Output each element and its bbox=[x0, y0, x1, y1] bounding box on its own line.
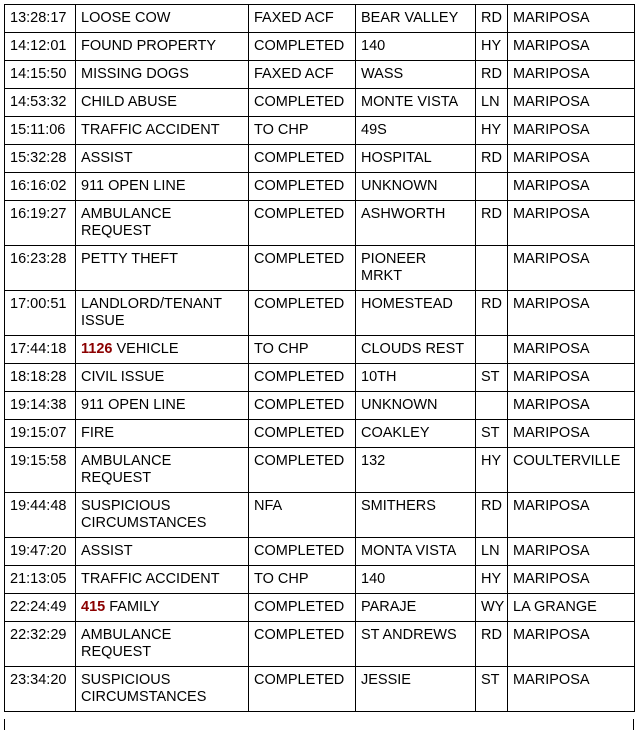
cell-time bbox=[5, 420, 76, 448]
table-row bbox=[5, 145, 635, 173]
cell-result bbox=[249, 667, 356, 712]
table-row bbox=[5, 566, 635, 594]
nature-text: TRAFFIC ACCIDENT bbox=[81, 122, 220, 138]
cell-street bbox=[356, 201, 476, 246]
city-text: MARIPOSA bbox=[513, 369, 590, 385]
nature-text: ASSIST bbox=[81, 150, 133, 166]
cell-result bbox=[249, 61, 356, 89]
street-text: HOMESTEAD bbox=[361, 296, 453, 312]
cell-time bbox=[5, 89, 76, 117]
cell-city bbox=[508, 89, 635, 117]
cell-suffix bbox=[476, 61, 508, 89]
cell-result bbox=[249, 201, 356, 246]
city-text: MARIPOSA bbox=[513, 66, 590, 82]
result-text: COMPLETED bbox=[254, 206, 345, 222]
cell-result bbox=[249, 246, 356, 291]
nature-text: SUSPICIOUS CIRCUMSTANCES bbox=[81, 672, 207, 705]
cell-suffix bbox=[476, 117, 508, 145]
cell-suffix bbox=[476, 420, 508, 448]
cell-result bbox=[249, 566, 356, 594]
incident-code: 1126 bbox=[81, 341, 113, 357]
cell-city bbox=[508, 622, 635, 667]
cell-result bbox=[249, 336, 356, 364]
incident-nature-text: VEHICLE bbox=[112, 341, 179, 357]
cell-nature bbox=[76, 448, 249, 493]
time-text: 23:34:20 bbox=[10, 672, 67, 688]
city-text: MARIPOSA bbox=[513, 571, 590, 587]
cell-time bbox=[5, 5, 76, 33]
street-text: CLOUDS REST bbox=[361, 341, 465, 357]
cell-street bbox=[356, 33, 476, 61]
cell-result bbox=[249, 493, 356, 538]
table-row bbox=[5, 667, 635, 712]
suffix-text: ST bbox=[481, 425, 500, 441]
cell-street bbox=[356, 594, 476, 622]
cell-street bbox=[356, 538, 476, 566]
street-text: COAKLEY bbox=[361, 425, 430, 441]
result-text: COMPLETED bbox=[254, 251, 345, 267]
cell-city bbox=[508, 448, 635, 493]
cell-city bbox=[508, 594, 635, 622]
nature-text: FOUND PROPERTY bbox=[81, 38, 217, 54]
cell-city bbox=[508, 667, 635, 712]
suffix-text: HY bbox=[481, 571, 502, 587]
cell-time bbox=[5, 201, 76, 246]
city-text: MARIPOSA bbox=[513, 627, 590, 643]
street-text: PIONEER MRKT bbox=[361, 251, 427, 284]
result-text: TO CHP bbox=[254, 122, 309, 138]
cell-result bbox=[249, 538, 356, 566]
city-text: COULTERVILLE bbox=[513, 453, 621, 469]
cell-time bbox=[5, 246, 76, 291]
city-text: LA GRANGE bbox=[513, 599, 597, 615]
suffix-text: HY bbox=[481, 453, 502, 469]
cell-time bbox=[5, 33, 76, 61]
table-row bbox=[5, 117, 635, 145]
cell-city bbox=[508, 364, 635, 392]
cell-time bbox=[5, 667, 76, 712]
street-text: MONTA VISTA bbox=[361, 543, 457, 559]
time-text: 19:15:58 bbox=[10, 453, 67, 469]
cell-street bbox=[356, 145, 476, 173]
city-text: MARIPOSA bbox=[513, 397, 590, 413]
cell-nature bbox=[76, 201, 249, 246]
street-text: ASHWORTH bbox=[361, 206, 446, 222]
cell-nature bbox=[76, 493, 249, 538]
city-text: MARIPOSA bbox=[513, 122, 590, 138]
cell-result bbox=[249, 364, 356, 392]
cell-suffix bbox=[476, 667, 508, 712]
cell-street bbox=[356, 89, 476, 117]
city-text: MARIPOSA bbox=[513, 425, 590, 441]
cell-suffix bbox=[476, 566, 508, 594]
cell-street bbox=[356, 291, 476, 336]
cell-city bbox=[508, 33, 635, 61]
city-text: MARIPOSA bbox=[513, 206, 590, 222]
suffix-text: RD bbox=[481, 10, 502, 26]
table-row bbox=[5, 392, 635, 420]
time-text: 16:16:02 bbox=[10, 178, 67, 194]
nature-text: CIVIL ISSUE bbox=[81, 369, 165, 385]
time-text: 19:47:20 bbox=[10, 543, 67, 559]
cell-nature bbox=[76, 33, 249, 61]
time-text: 14:53:32 bbox=[10, 94, 67, 110]
table-row bbox=[5, 538, 635, 566]
nature-text: CHILD ABUSE bbox=[81, 94, 177, 110]
cell-suffix bbox=[476, 246, 508, 291]
cell-city bbox=[508, 145, 635, 173]
cell-nature bbox=[76, 336, 249, 364]
cell-nature bbox=[76, 145, 249, 173]
table-row bbox=[5, 61, 635, 89]
cell-street bbox=[356, 493, 476, 538]
result-text: COMPLETED bbox=[254, 672, 345, 688]
nature-text: AMBULANCE REQUEST bbox=[81, 453, 172, 486]
result-text: FAXED ACF bbox=[254, 10, 334, 26]
table-row bbox=[5, 5, 635, 33]
cell-street bbox=[356, 117, 476, 145]
cell-suffix bbox=[476, 364, 508, 392]
result-text: COMPLETED bbox=[254, 543, 345, 559]
street-text: ST ANDREWS bbox=[361, 627, 457, 643]
city-text: MARIPOSA bbox=[513, 251, 590, 267]
cell-nature bbox=[76, 246, 249, 291]
nature-text: 911 OPEN LINE bbox=[81, 178, 186, 194]
city-text: MARIPOSA bbox=[513, 296, 590, 312]
nature-text: PETTY THEFT bbox=[81, 251, 178, 267]
nature-text: LANDLORD/TENANT ISSUE bbox=[81, 296, 222, 329]
cell-nature bbox=[76, 89, 249, 117]
time-text: 19:44:48 bbox=[10, 498, 67, 514]
time-text: 17:44:18 bbox=[10, 341, 67, 357]
cell-result bbox=[249, 117, 356, 145]
cell-time bbox=[5, 364, 76, 392]
cell-time bbox=[5, 173, 76, 201]
result-text: COMPLETED bbox=[254, 397, 345, 413]
cell-suffix bbox=[476, 33, 508, 61]
suffix-text: LN bbox=[481, 543, 500, 559]
incident-log-table bbox=[4, 4, 635, 712]
cell-suffix bbox=[476, 173, 508, 201]
cell-time bbox=[5, 336, 76, 364]
time-text: 21:13:05 bbox=[10, 571, 67, 587]
cell-time bbox=[5, 392, 76, 420]
cell-city bbox=[508, 117, 635, 145]
nature-text: MISSING DOGS bbox=[81, 66, 189, 82]
nature-text: SUSPICIOUS CIRCUMSTANCES bbox=[81, 498, 207, 531]
cell-result bbox=[249, 33, 356, 61]
time-text: 22:32:29 bbox=[10, 627, 67, 643]
time-text: 14:12:01 bbox=[10, 38, 67, 54]
cell-suffix bbox=[476, 493, 508, 538]
result-text: TO CHP bbox=[254, 571, 309, 587]
cell-city bbox=[508, 201, 635, 246]
nature-text: TRAFFIC ACCIDENT bbox=[81, 571, 220, 587]
street-text: JESSIE bbox=[361, 672, 411, 688]
cell-suffix bbox=[476, 89, 508, 117]
result-text: COMPLETED bbox=[254, 94, 345, 110]
cell-time bbox=[5, 538, 76, 566]
time-text: 15:32:28 bbox=[10, 150, 67, 166]
table-row bbox=[5, 291, 635, 336]
cell-time bbox=[5, 145, 76, 173]
suffix-text: WY bbox=[481, 599, 505, 615]
city-text: MARIPOSA bbox=[513, 38, 590, 54]
cell-nature bbox=[76, 420, 249, 448]
cell-suffix bbox=[476, 5, 508, 33]
time-text: 17:00:51 bbox=[10, 296, 67, 312]
suffix-text: RD bbox=[481, 66, 502, 82]
suffix-text: LN bbox=[481, 94, 500, 110]
cell-city bbox=[508, 5, 635, 33]
street-text: MONTE VISTA bbox=[361, 94, 459, 110]
street-text: SMITHERS bbox=[361, 498, 436, 514]
result-text: TO CHP bbox=[254, 341, 309, 357]
city-text: MARIPOSA bbox=[513, 10, 590, 26]
nature-text: 911 OPEN LINE bbox=[81, 397, 186, 413]
cell-nature bbox=[76, 392, 249, 420]
cell-suffix bbox=[476, 392, 508, 420]
table-row bbox=[5, 336, 635, 364]
cell-time bbox=[5, 622, 76, 667]
cell-city bbox=[508, 61, 635, 89]
cell-city bbox=[508, 420, 635, 448]
nature-text: LOOSE COW bbox=[81, 10, 171, 26]
cell-result bbox=[249, 89, 356, 117]
cell-nature bbox=[76, 566, 249, 594]
suffix-text: ST bbox=[481, 369, 500, 385]
city-text: MARIPOSA bbox=[513, 341, 590, 357]
street-text: 132 bbox=[361, 453, 386, 469]
street-text: 49S bbox=[361, 122, 387, 138]
suffix-text: ST bbox=[481, 672, 500, 688]
cell-city bbox=[508, 246, 635, 291]
nature-text: AMBULANCE REQUEST bbox=[81, 206, 172, 239]
cell-nature bbox=[76, 538, 249, 566]
cell-time bbox=[5, 117, 76, 145]
cell-street bbox=[356, 364, 476, 392]
cell-nature bbox=[76, 594, 249, 622]
result-text: FAXED ACF bbox=[254, 66, 334, 82]
street-text: 10TH bbox=[361, 369, 397, 385]
result-text: COMPLETED bbox=[254, 627, 345, 643]
street-text: PARAJE bbox=[361, 599, 417, 615]
cell-nature bbox=[76, 61, 249, 89]
time-text: 14:15:50 bbox=[10, 66, 67, 82]
cell-nature bbox=[76, 667, 249, 712]
cell-nature bbox=[76, 173, 249, 201]
table-row bbox=[5, 493, 635, 538]
table-row bbox=[5, 173, 635, 201]
cell-time bbox=[5, 594, 76, 622]
time-text: 15:11:06 bbox=[10, 122, 66, 138]
cell-street bbox=[356, 566, 476, 594]
cell-time bbox=[5, 493, 76, 538]
cell-street bbox=[356, 5, 476, 33]
table-row bbox=[5, 448, 635, 493]
time-text: 16:23:28 bbox=[10, 251, 67, 267]
street-text: 140 bbox=[361, 571, 386, 587]
time-text: 19:15:07 bbox=[10, 425, 67, 441]
cell-result bbox=[249, 448, 356, 493]
table-row bbox=[5, 420, 635, 448]
suffix-text: RD bbox=[481, 206, 502, 222]
cell-nature bbox=[76, 364, 249, 392]
cell-time bbox=[5, 448, 76, 493]
cell-result bbox=[249, 145, 356, 173]
cell-city bbox=[508, 538, 635, 566]
table-row bbox=[5, 33, 635, 61]
cell-city bbox=[508, 392, 635, 420]
city-text: MARIPOSA bbox=[513, 150, 590, 166]
cell-result bbox=[249, 392, 356, 420]
cell-result bbox=[249, 5, 356, 33]
cell-street bbox=[356, 61, 476, 89]
result-text: COMPLETED bbox=[254, 453, 345, 469]
city-text: MARIPOSA bbox=[513, 543, 590, 559]
result-text: COMPLETED bbox=[254, 369, 345, 385]
table-row bbox=[5, 201, 635, 246]
time-text: 19:14:38 bbox=[10, 397, 67, 413]
cell-suffix bbox=[476, 538, 508, 566]
suffix-text: RD bbox=[481, 627, 502, 643]
cell-city bbox=[508, 493, 635, 538]
cell-street bbox=[356, 667, 476, 712]
cell-city bbox=[508, 336, 635, 364]
incident-nature-text: FAMILY bbox=[105, 599, 160, 615]
street-text: WASS bbox=[361, 66, 404, 82]
result-text: COMPLETED bbox=[254, 150, 345, 166]
cell-suffix bbox=[476, 622, 508, 667]
result-text: NFA bbox=[254, 498, 283, 514]
street-text: BEAR VALLEY bbox=[361, 10, 459, 26]
table-row bbox=[5, 89, 635, 117]
result-text: COMPLETED bbox=[254, 599, 345, 615]
cell-suffix bbox=[476, 201, 508, 246]
cell-time bbox=[5, 61, 76, 89]
suffix-text: HY bbox=[481, 38, 502, 54]
cell-city bbox=[508, 173, 635, 201]
cell-suffix bbox=[476, 145, 508, 173]
cell-suffix bbox=[476, 291, 508, 336]
table-row bbox=[5, 622, 635, 667]
cell-time bbox=[5, 566, 76, 594]
cell-city bbox=[508, 291, 635, 336]
cell-suffix bbox=[476, 594, 508, 622]
cell-result bbox=[249, 622, 356, 667]
cell-street bbox=[356, 246, 476, 291]
street-text: UNKNOWN bbox=[361, 397, 438, 413]
cell-suffix bbox=[476, 336, 508, 364]
cell-result bbox=[249, 291, 356, 336]
result-text: COMPLETED bbox=[254, 38, 345, 54]
cell-nature bbox=[76, 291, 249, 336]
cell-street bbox=[356, 622, 476, 667]
cell-street bbox=[356, 448, 476, 493]
cell-city bbox=[508, 566, 635, 594]
table-row bbox=[5, 594, 635, 622]
city-text: MARIPOSA bbox=[513, 498, 590, 514]
cell-street bbox=[356, 420, 476, 448]
incident-code: 415 bbox=[81, 599, 106, 615]
cell-street bbox=[356, 173, 476, 201]
cell-nature bbox=[76, 117, 249, 145]
result-text: COMPLETED bbox=[254, 425, 345, 441]
nature-text: FIRE bbox=[81, 425, 115, 441]
suffix-text: RD bbox=[481, 498, 502, 514]
city-text: MARIPOSA bbox=[513, 178, 590, 194]
city-text: MARIPOSA bbox=[513, 94, 590, 110]
city-text: MARIPOSA bbox=[513, 672, 590, 688]
street-text: UNKNOWN bbox=[361, 178, 438, 194]
table-continuation bbox=[4, 719, 634, 730]
cell-nature bbox=[76, 622, 249, 667]
cell-nature bbox=[76, 5, 249, 33]
cell-result bbox=[249, 173, 356, 201]
cell-suffix bbox=[476, 448, 508, 493]
cell-street bbox=[356, 392, 476, 420]
suffix-text: RD bbox=[481, 150, 502, 166]
suffix-text: HY bbox=[481, 122, 502, 138]
street-text: 140 bbox=[361, 38, 386, 54]
time-text: 13:28:17 bbox=[10, 10, 67, 26]
suffix-text: RD bbox=[481, 296, 502, 312]
incident-log-body bbox=[5, 5, 635, 712]
cell-result bbox=[249, 594, 356, 622]
cell-street bbox=[356, 336, 476, 364]
table-row bbox=[5, 246, 635, 291]
time-text: 18:18:28 bbox=[10, 369, 67, 385]
nature-text: ASSIST bbox=[81, 543, 133, 559]
result-text: COMPLETED bbox=[254, 178, 345, 194]
time-text: 16:19:27 bbox=[10, 206, 67, 222]
nature-text: AMBULANCE REQUEST bbox=[81, 627, 172, 660]
cell-time bbox=[5, 291, 76, 336]
time-text: 22:24:49 bbox=[10, 599, 67, 615]
street-text: HOSPITAL bbox=[361, 150, 432, 166]
result-text: COMPLETED bbox=[254, 296, 345, 312]
table-row bbox=[5, 364, 635, 392]
cell-result bbox=[249, 420, 356, 448]
